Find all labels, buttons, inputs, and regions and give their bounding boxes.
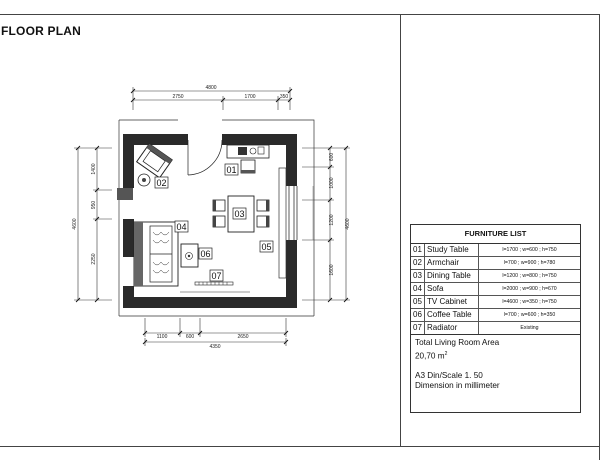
- page-title: FLOOR PLAN: [1, 24, 81, 38]
- tag-04: 04: [176, 222, 187, 232]
- dim-left-seg-3: 2250: [91, 253, 97, 265]
- furniture-row: [411, 270, 580, 283]
- area-label: Total Living Room Area: [415, 338, 500, 347]
- right-wall-window: [289, 186, 297, 240]
- furniture-number: 05: [411, 296, 425, 309]
- entry-door: [188, 140, 222, 175]
- furniture-list-table: [411, 244, 580, 335]
- lamp-icon: [142, 178, 146, 182]
- armchair: [137, 144, 173, 178]
- dim-right-seg-4: 1600: [329, 264, 335, 276]
- furniture-size: Existing: [479, 322, 581, 335]
- furniture-list-title: FURNITURE LIST: [411, 225, 580, 244]
- area-value-line: [415, 349, 580, 362]
- furniture-row: [411, 244, 580, 257]
- furniture-number: 06: [411, 309, 425, 322]
- furniture-name: Sofa: [425, 283, 479, 296]
- furniture-name: TV Cabinet: [425, 296, 479, 309]
- furniture-size: l=700 ; w=600 ; h=350: [479, 309, 581, 322]
- furniture-row: [411, 296, 580, 309]
- dim-right-seg-2: 1000: [329, 177, 335, 189]
- dim-left-seg-2: 950: [91, 200, 97, 210]
- dim-right-total: 4600: [345, 218, 351, 230]
- dim-left-seg-1: 1400: [91, 163, 97, 175]
- furniture-list-panel: [410, 224, 581, 413]
- tag-02: 02: [156, 178, 167, 188]
- furniture-size: l=700 ; w=900 ; h=780: [479, 257, 581, 270]
- area-unit-sup: 2: [444, 350, 448, 357]
- dim-right-seg-1: 600: [329, 152, 335, 162]
- dim-top-seg-2: 1700: [244, 94, 256, 100]
- tag-06: 06: [200, 249, 211, 259]
- dim-bottom-seg-3: 2650: [237, 334, 249, 340]
- furniture-row: [411, 309, 580, 322]
- furniture-number: 07: [411, 322, 425, 335]
- furniture-size: l=4600 ; w=350 ; h=750: [479, 296, 581, 309]
- dim-top-seg-3: 350: [279, 94, 289, 100]
- sofa: [134, 222, 178, 286]
- furniture-name: Dining Table: [425, 270, 479, 283]
- tag-03: 03: [234, 209, 245, 219]
- furniture-row: [411, 322, 580, 335]
- area-value: 20,70 m: [415, 351, 445, 361]
- tag-01: 01: [226, 165, 237, 175]
- furniture-number: 01: [411, 244, 425, 257]
- dim-bottom-total: 4350: [209, 344, 221, 350]
- furniture-size: l=1700 ; w=600 ; h=750: [479, 244, 581, 257]
- furniture-row: [411, 283, 580, 296]
- furniture-number: 02: [411, 257, 425, 270]
- dim-bottom-seg-1: 1100: [156, 334, 168, 340]
- radiator: [195, 282, 233, 285]
- units-note: Dimension in millimeter: [415, 381, 500, 391]
- tv-cabinet: [279, 168, 286, 278]
- furniture-size: l=1200 ; w=800 ; h=750: [479, 270, 581, 283]
- furniture-name: Armchair: [425, 257, 479, 270]
- furniture-number: 03: [411, 270, 425, 283]
- dim-top-total: 4800: [205, 85, 217, 91]
- dim-bottom-seg-2: 600: [185, 334, 195, 340]
- furniture-name: Coffee Table: [425, 309, 479, 322]
- dim-left-total: 4600: [72, 218, 78, 230]
- tag-07: 07: [211, 271, 222, 281]
- furniture-name: Study Table: [425, 244, 479, 257]
- dim-right-seg-3: 1200: [329, 214, 335, 226]
- furniture-row: [411, 257, 580, 270]
- coffee-table: [181, 244, 198, 267]
- tag-05: 05: [261, 242, 272, 252]
- furniture-name: Radiator: [425, 322, 479, 335]
- furniture-number: 04: [411, 283, 425, 296]
- dim-top-seg-1: 2750: [172, 94, 184, 100]
- furniture-notes: [411, 335, 580, 392]
- furniture-size: l=2000 ; w=900 ; h=670: [479, 283, 581, 296]
- scale-note: A3 Din/Scale 1. 50: [415, 370, 483, 380]
